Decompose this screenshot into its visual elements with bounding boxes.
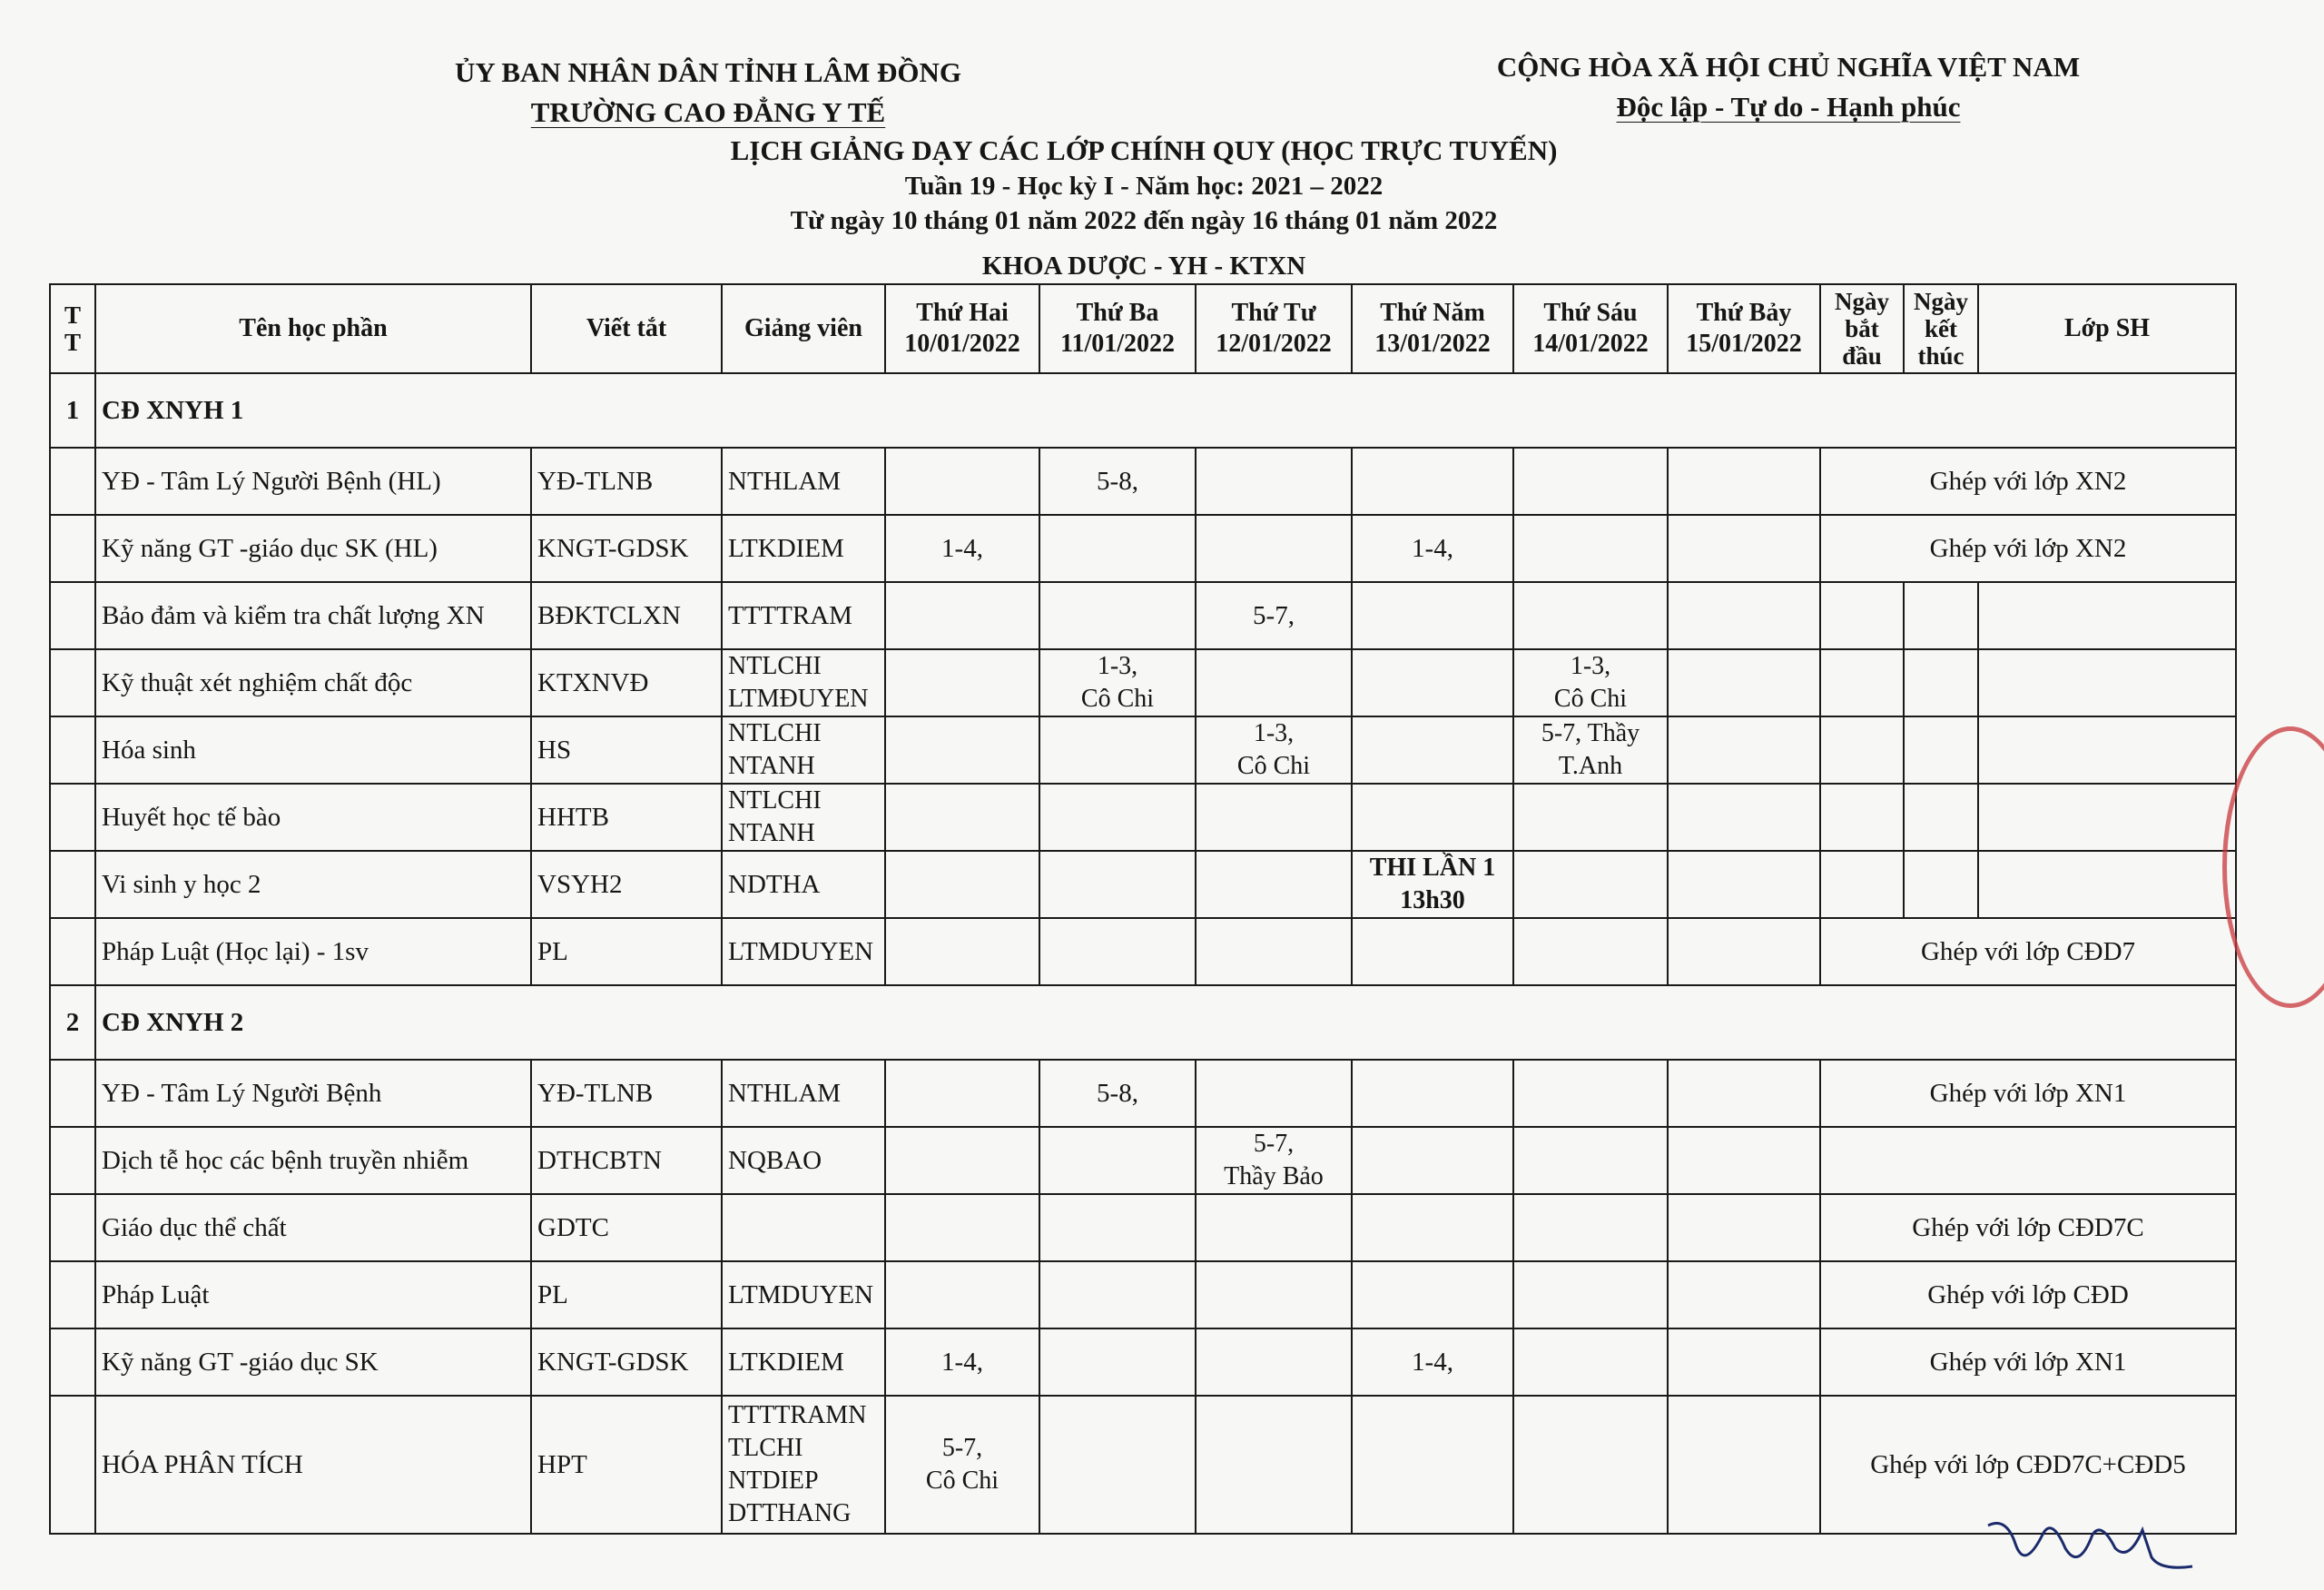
lecturer-cell: NTLCHI LTMĐUYEN — [722, 649, 885, 716]
lecturer-cell: NTLCHI NTANH — [722, 716, 885, 784]
lecturer-cell: LTMDUYEN — [722, 1261, 885, 1328]
national-motto: Độc lập - Tự do - Hạnh phúc — [1616, 91, 1961, 123]
subject-cell: Bảo đảm và kiểm tra chất lượng XN — [95, 582, 531, 649]
session-cell: 1-4, — [1352, 1328, 1513, 1396]
col-abbr: Viết tắt — [531, 284, 722, 373]
subject-cell: Giáo dục thể chất — [95, 1194, 531, 1261]
col-thursday: Thứ Năm 13/01/2022 — [1352, 284, 1513, 373]
subject-cell: Kỹ năng GT -giáo dục SK — [95, 1328, 531, 1396]
lecturer-cell: NTHLAM — [722, 448, 885, 515]
session-cell: 5-8, — [1039, 1060, 1196, 1127]
document-title — [454, 133, 1834, 289]
session-cell: 5-7, — [1196, 582, 1352, 649]
subject-cell: Hóa sinh — [95, 716, 531, 784]
table-row — [50, 582, 2236, 649]
abbr-cell: HHTB — [531, 784, 722, 851]
title-line-1: LỊCH GIẢNG DẠY CÁC LỚP CHÍNH QUY (HỌC TRỰC TUYẾN) — [730, 134, 1558, 166]
abbr-cell: KNGT-GDSK — [531, 515, 722, 582]
lecturer-cell: NTLCHI NTANH — [722, 784, 885, 851]
lecturer-cell: TTTTRAMN TLCHI NTDIEP DTTHANG — [722, 1396, 885, 1534]
merge-note: Ghép với lớp CĐD — [1820, 1261, 2236, 1328]
lecturer-cell: LTKDIEM — [722, 515, 885, 582]
abbr-cell: HPT — [531, 1396, 722, 1534]
session-cell: 5-7, Thầy Bảo — [1196, 1127, 1352, 1194]
session-cell: 1-4, — [1352, 515, 1513, 582]
col-class: Lớp SH — [1978, 284, 2236, 373]
schedule-table — [49, 283, 2237, 1535]
abbr-cell: YĐ-TLNB — [531, 448, 722, 515]
table-row — [50, 1261, 2236, 1328]
subject-cell: Huyết học tế bào — [95, 784, 531, 851]
subject-cell: Vi sinh y học 2 — [95, 851, 531, 918]
title-line-3: Từ ngày 10 tháng 01 năm 2022 đến ngày 16 tháng 01 năm 2022 — [790, 206, 1498, 235]
col-monday: Thứ Hai 10/01/2022 — [885, 284, 1039, 373]
school-name: TRƯỜNG CAO ĐẲNG Y TẾ — [530, 96, 886, 128]
lecturer-cell: NTHLAM — [722, 1060, 885, 1127]
session-cell: 5-8, — [1039, 448, 1196, 515]
merge-note: Ghép với lớp CĐD7C+CĐD5 — [1820, 1396, 2236, 1534]
lecturer-cell: LTKDIEM — [722, 1328, 885, 1396]
national-title: CỘNG HÒA XÃ HỘI CHỦ NGHĨA VIỆT NAM — [1496, 51, 2081, 83]
merge-note: Ghép với lớp CĐD7 — [1820, 918, 2236, 985]
faculty-name: KHOA DƯỢC - YH - KTXN — [981, 252, 1306, 281]
subject-cell: Kỹ thuật xét nghiệm chất độc — [95, 649, 531, 716]
group-row — [50, 373, 2236, 448]
abbr-cell: KNGT-GDSK — [531, 1328, 722, 1396]
table-row — [50, 649, 2236, 716]
subject-cell: Pháp Luật (Học lại) - 1sv — [95, 918, 531, 985]
abbr-cell: HS — [531, 716, 722, 784]
col-end-date: Ngày kết thúc — [1904, 284, 1978, 373]
group-row — [50, 985, 2236, 1060]
table-row — [50, 1328, 2236, 1396]
table-row — [50, 515, 2236, 582]
session-cell: 1-3, Cô Chi — [1513, 649, 1668, 716]
lecturer-cell: LTMDUYEN — [722, 918, 885, 985]
subject-cell: HÓA PHÂN TÍCH — [95, 1396, 531, 1534]
table-row — [50, 1194, 2236, 1261]
merge-note: Ghép với lớp XN2 — [1820, 448, 2236, 515]
merge-note: Ghép với lớp CĐD7C — [1820, 1194, 2236, 1261]
session-cell: 1-4, — [885, 515, 1039, 582]
subject-cell: Pháp Luật — [95, 1261, 531, 1328]
table-row — [50, 1060, 2236, 1127]
province-committee: ỦY BAN NHÂN DÂN TỈNH LÂM ĐỒNG — [454, 56, 961, 88]
red-seal-stamp — [2222, 726, 2324, 1008]
session-cell: 1-3, Cô Chi — [1196, 716, 1352, 784]
abbr-cell: BĐKTCLXN — [531, 582, 722, 649]
signature-mark — [1979, 1507, 2197, 1580]
abbr-cell: PL — [531, 918, 722, 985]
session-cell: 1-3, Cô Chi — [1039, 649, 1196, 716]
table-row — [50, 716, 2236, 784]
col-tt: T T — [50, 284, 95, 373]
group-number: 2 — [50, 985, 95, 1060]
abbr-cell: GDTC — [531, 1194, 722, 1261]
lecturer-cell: NDTHA — [722, 851, 885, 918]
session-cell: 5-7, Cô Chi — [885, 1396, 1039, 1534]
table-row — [50, 784, 2236, 851]
col-start-date: Ngày bắt đầu — [1820, 284, 1904, 373]
right-header — [1471, 47, 2106, 127]
lecturer-cell: TTTTRAM — [722, 582, 885, 649]
abbr-cell: PL — [531, 1261, 722, 1328]
table-row — [50, 1127, 2236, 1194]
header-row — [50, 284, 2236, 373]
lecturer-cell: NQBAO — [722, 1127, 885, 1194]
exam-cell: THI LẦN 1 13h30 — [1352, 851, 1513, 918]
abbr-cell: YĐ-TLNB — [531, 1060, 722, 1127]
merge-note: Ghép với lớp XN1 — [1820, 1060, 2236, 1127]
group-number: 1 — [50, 373, 95, 448]
abbr-cell: KTXNVĐ — [531, 649, 722, 716]
table-row — [50, 1396, 2236, 1534]
subject-cell: Kỹ năng GT -giáo dục SK (HL) — [95, 515, 531, 582]
col-saturday: Thứ Bảy 15/01/2022 — [1668, 284, 1820, 373]
subject-cell: YĐ - Tâm Lý Người Bệnh (HL) — [95, 448, 531, 515]
group-name: CĐ XNYH 1 — [95, 373, 2236, 448]
table-row — [50, 448, 2236, 515]
title-line-2: Tuần 19 - Học kỳ I - Năm học: 2021 – 2022 — [904, 172, 1384, 201]
col-wednesday: Thứ Tư 12/01/2022 — [1196, 284, 1352, 373]
session-cell: 5-7, Thầy T.Anh — [1513, 716, 1668, 784]
merge-note: Ghép với lớp XN2 — [1820, 515, 2236, 582]
table-row — [50, 918, 2236, 985]
col-subject: Tên học phần — [95, 284, 531, 373]
group-name: CĐ XNYH 2 — [95, 985, 2236, 1060]
col-lecturer: Giảng viên — [722, 284, 885, 373]
col-friday: Thứ Sáu 14/01/2022 — [1513, 284, 1668, 373]
abbr-cell: VSYH2 — [531, 851, 722, 918]
merge-note: Ghép với lớp XN1 — [1820, 1328, 2236, 1396]
subject-cell: YĐ - Tâm Lý Người Bệnh — [95, 1060, 531, 1127]
session-cell: 1-4, — [885, 1328, 1039, 1396]
abbr-cell: DTHCBTN — [531, 1127, 722, 1194]
left-header — [399, 53, 1017, 133]
col-tuesday: Thứ Ba 11/01/2022 — [1039, 284, 1196, 373]
table-row — [50, 851, 2236, 918]
subject-cell: Dịch tễ học các bệnh truyền nhiễm — [95, 1127, 531, 1194]
